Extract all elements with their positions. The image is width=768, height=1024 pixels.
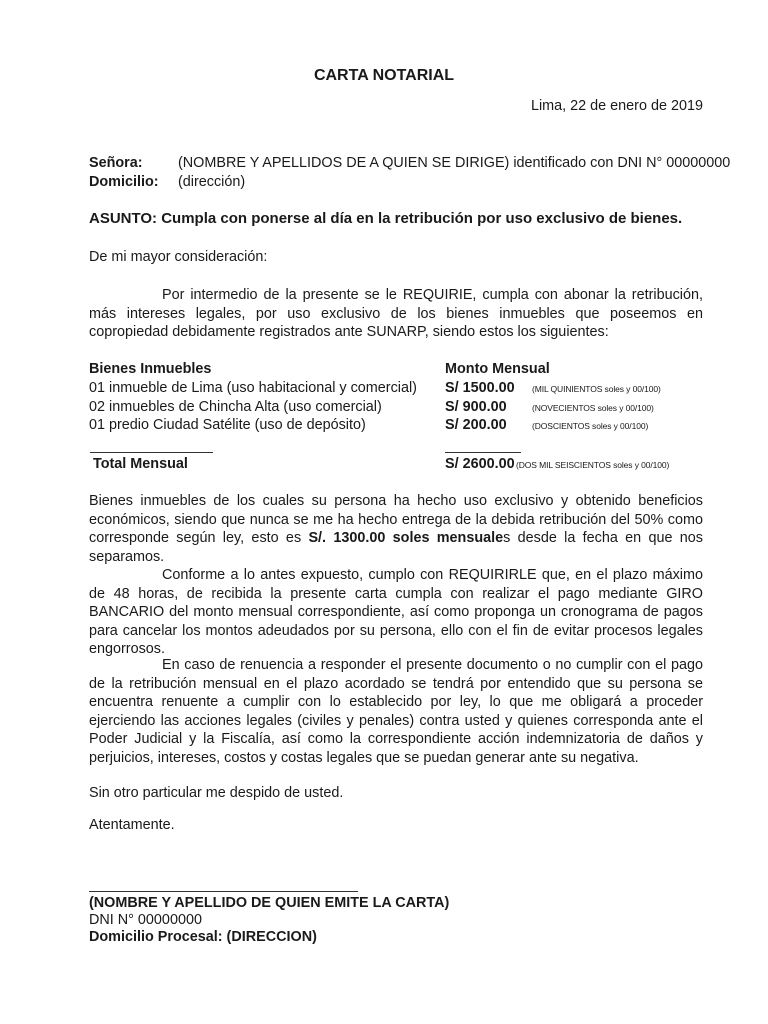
domicilio-label: Domicilio: — [89, 174, 159, 190]
table-row-1-bien: 01 inmueble de Lima (uso habitacional y comercial) — [89, 380, 417, 396]
paragraph-2-before: Bienes inmuebles de los cuales su persona ha hecho uso exclusivo y obtenido beneficios económicos, siendo que nunca se me ha hecho entrega de la debida retribución del 50% como corresponde según ley, esto es — [89, 493, 703, 547]
table-row-2-bien: 02 inmuebles de Chincha Alta (uso comercial) — [89, 399, 382, 415]
table-row-3-letras: (DOSCIENTOS soles y 00/100) — [532, 421, 649, 431]
table-row-2-letras: (NOVECIENTOS soles y 00/100) — [532, 403, 654, 413]
senora-value: (NOMBRE Y APELLIDOS DE A QUIEN SE DIRIGE) identificado con DNI N° 00000000 — [178, 155, 731, 171]
paragraph-3-text: Conforme a lo antes expuesto, cumplo con REQUIRIRLE que, en el plazo máximo de 48 horas, de recibida la presente carta cumpla con realizar el pago mediante GIRO BANCARIO del monto mensual correspondiente, así como proponga un cronograma de pagos para cancelar los montos adeudados por su persona, ello con el fin de evitar procesos legales engorrosos. — [89, 567, 703, 658]
total-divider-right — [445, 452, 521, 453]
paragraph-4 — [89, 656, 703, 768]
asunto-line: ASUNTO: Cumpla con ponerse al día en la retribución por uso exclusivo de bienes. — [89, 210, 683, 227]
paragraph-2 — [89, 492, 703, 566]
total-monto: S/ 2600.00 — [445, 456, 515, 472]
signature-name: (NOMBRE Y APELLIDO DE QUIEN EMITE LA CARTA) — [89, 895, 450, 911]
recipient-row — [89, 154, 730, 173]
signature-domicilio: Domicilio Procesal: (DIRECCION) — [89, 929, 317, 945]
signature-dni: DNI N° 00000000 — [89, 912, 202, 928]
paragraph-2-after: s desde la fecha en que nos separamos. — [89, 530, 703, 565]
table-row-3-bien: 01 predio Ciudad Satélite (uso de depósito) — [89, 417, 366, 433]
domicilio-value: (dirección) — [178, 174, 246, 190]
table-header-bienes: Bienes Inmuebles — [89, 361, 212, 377]
table-header-monto: Monto Mensual — [445, 361, 550, 377]
document-title: CARTA NOTARIAL — [313, 67, 455, 84]
closing-atentamente: Atentamente. — [89, 817, 175, 833]
table-row-1-monto: S/ 1500.00 — [445, 380, 515, 396]
closing-line: Sin otro particular me despido de usted. — [89, 785, 344, 801]
table-row-3-monto: S/ 200.00 — [445, 417, 507, 433]
paragraph-3 — [89, 566, 703, 659]
paragraph-2-amount: S/. 1300.00 soles mensuale — [308, 530, 504, 547]
signature-line — [89, 891, 358, 892]
paragraph-1-text: Por intermedio de la presente se le REQUIRIE, cumpla con abonar la retribución, más intereses legales, por uso exclusivo de los bienes inmuebles que poseemos en copropiedad debidamente registrados ante SUNARP, siendo estos los siguientes: — [89, 287, 703, 341]
domicilio-row — [89, 173, 245, 192]
greeting: De mi mayor consideración: — [89, 249, 268, 265]
paragraph-2-text — [89, 492, 703, 566]
total-divider-left — [90, 452, 213, 453]
table-row-1-letras: (MIL QUINIENTOS soles y 00/100) — [532, 384, 661, 394]
table-row-2-monto: S/ 900.00 — [445, 399, 507, 415]
total-label: Total Mensual — [93, 456, 188, 472]
senora-label: Señora: — [89, 155, 143, 171]
paragraph-4-text: En caso de renuencia a responder el presente documento o no cumplir con el pago de la retribución mensual en el plazo acordado se tendrá por entendido que su persona se encuentra renuente a cumplir con lo establecido por ley, lo que me obligará a proceder ejerciendo las acciones legales (civiles y penales) contra usted y quienes corresponda ante el Poder Judicial y la Fiscalía, así como la correspondiente acción indemnizatoria de daños y perjuicios, intereses, costos y costas legales que se puedan generar ante su negativa. — [89, 657, 703, 766]
paragraph-1 — [89, 286, 703, 342]
total-letras: (DOS MIL SEISCIENTOS soles y 00/100) — [516, 460, 670, 470]
letter-date: Lima, 22 de enero de 2019 — [530, 98, 703, 114]
